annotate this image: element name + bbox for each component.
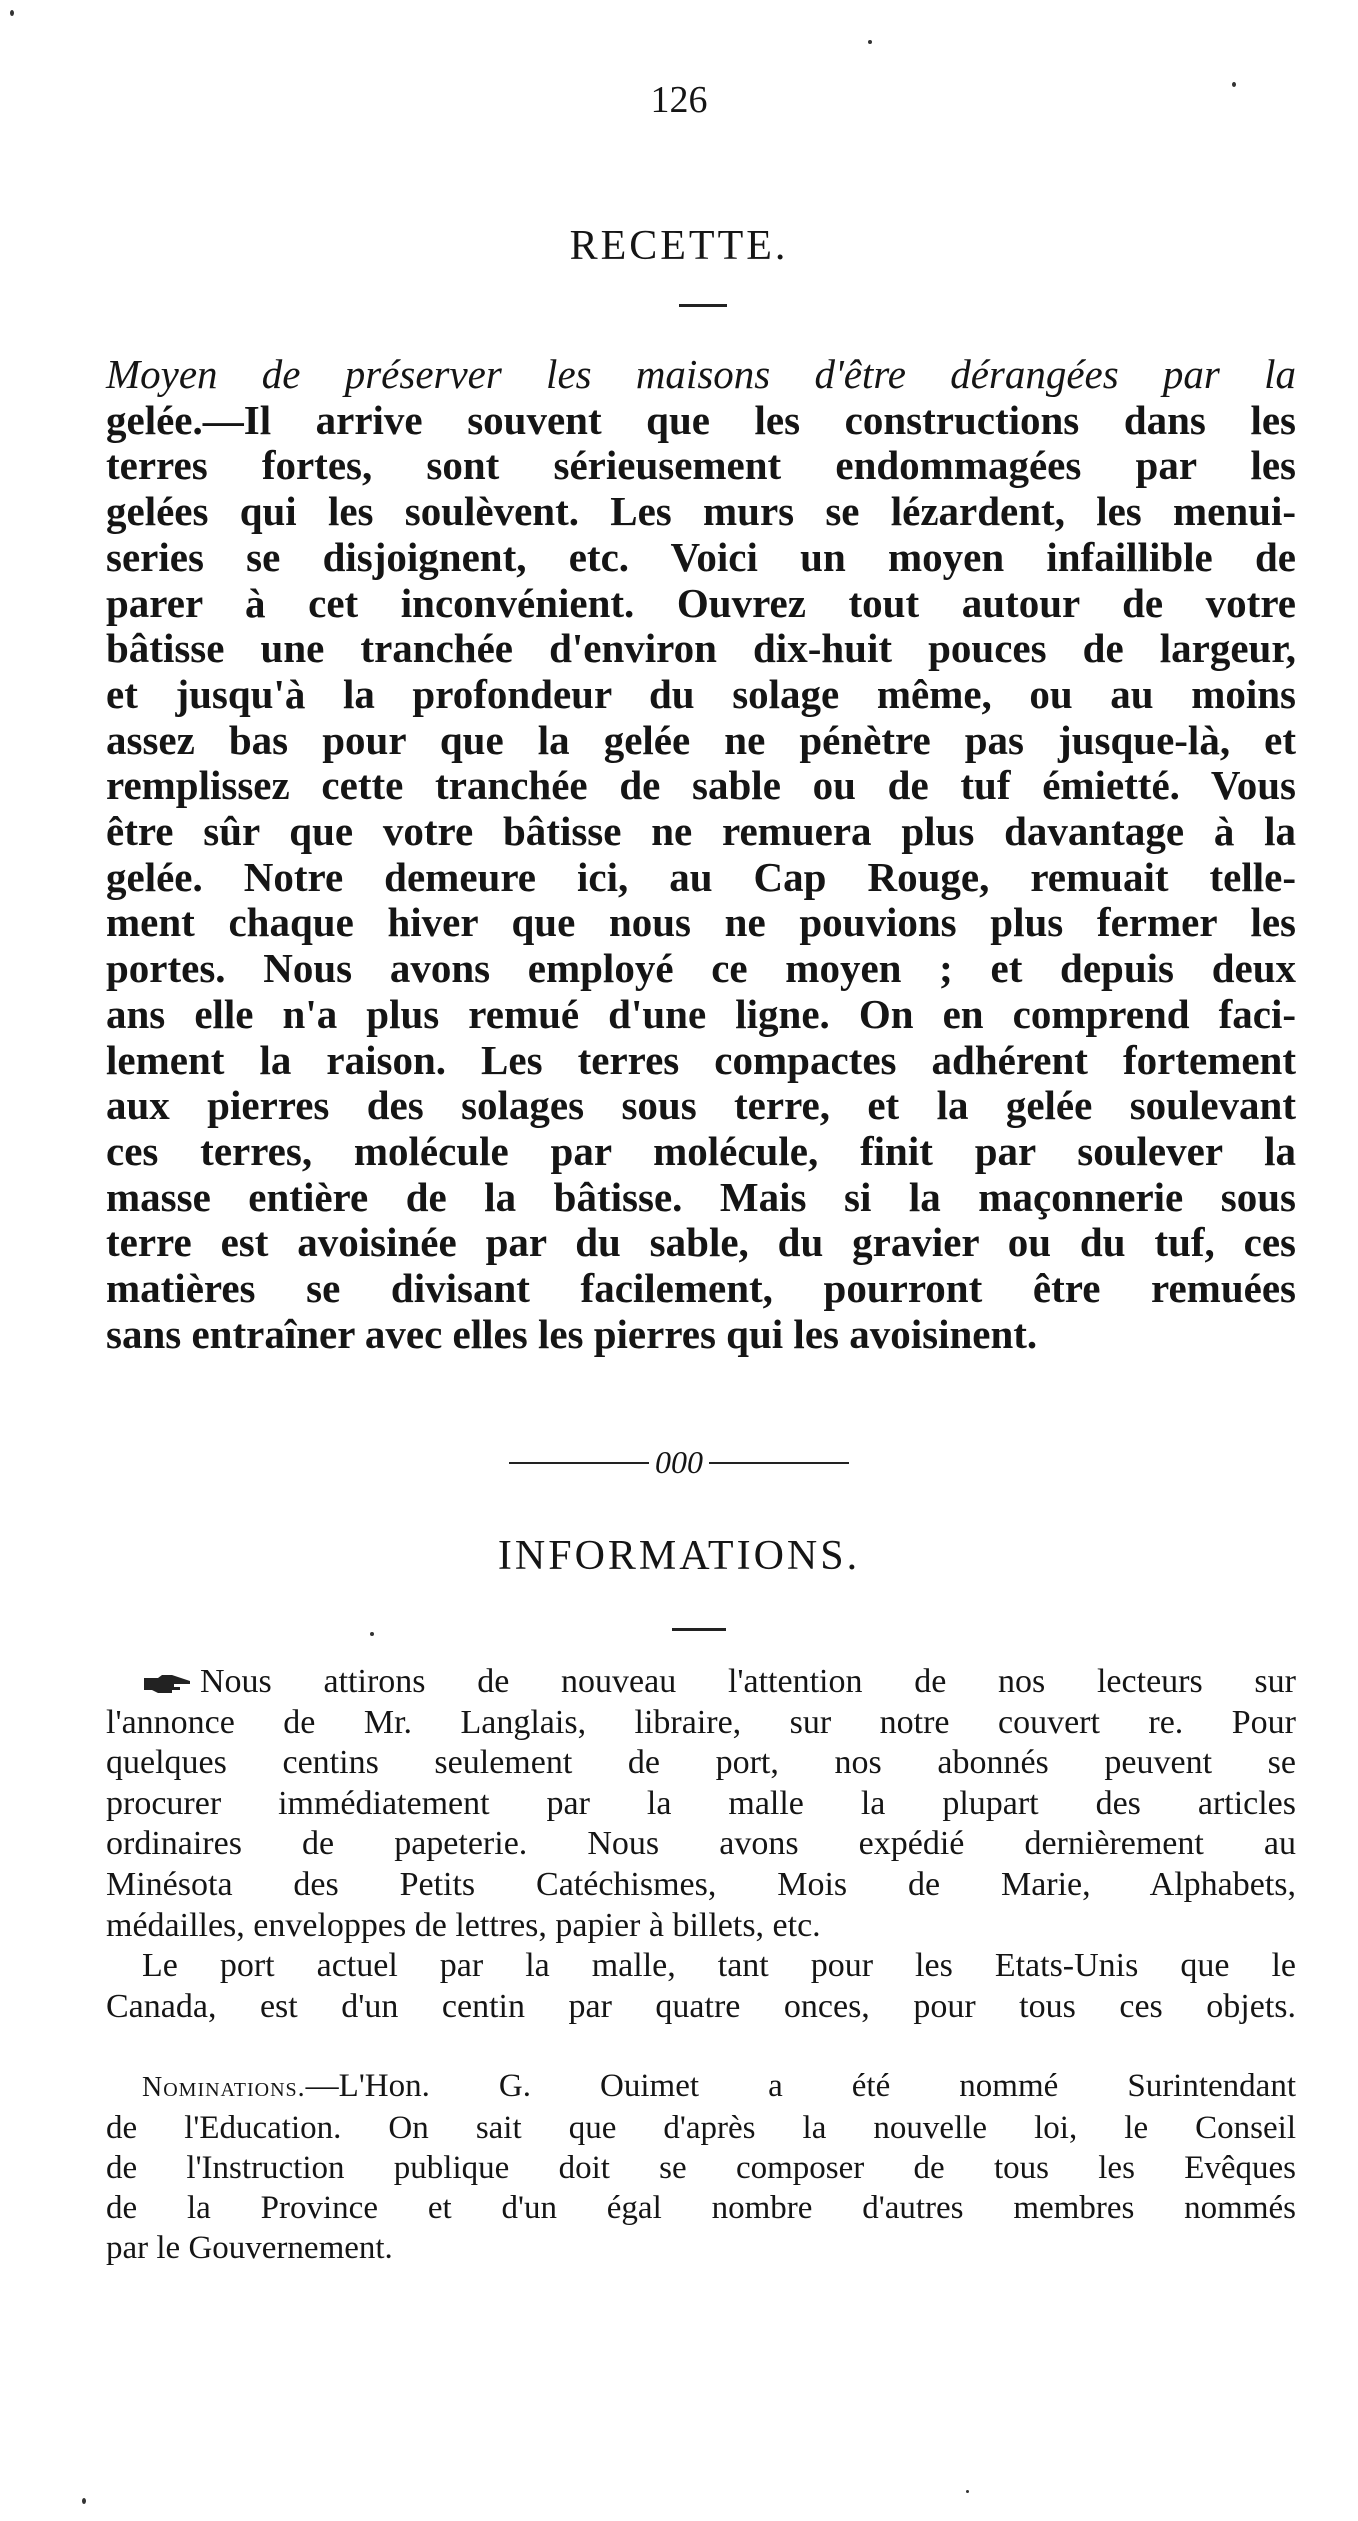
info-line: médailles, enveloppes de lettres, papier à billets, etc.	[106, 1906, 821, 1944]
recipe-line: bâtisse une tranchée d'environ dix-huit pouces de largeur,	[106, 625, 1296, 672]
recipe-line: sans entraîner avec elles les pierres qui les avoisinent.	[106, 1310, 1038, 1357]
nominations-line: par le Gouvernement.	[106, 2230, 393, 2266]
recipe-line: terres fortes, sont sérieusement endommagées par les	[106, 442, 1296, 489]
nominations-line: Nominations.—L'Hon. G. Ouimet a été nommé Surintendant	[142, 2068, 1296, 2104]
recipe-line: matières se divisant facilement, pourront être remuées	[106, 1265, 1296, 1312]
recipe-body	[106, 352, 1296, 1357]
recipe-line: portes. Nous avons employé ce moyen ; et depuis deux	[106, 945, 1296, 992]
recipe-line: gelée.—Il arrive souvent que les constructions dans les	[106, 396, 1296, 443]
recipe-line: et jusqu'à la profondeur du solage même, ou au moins	[106, 670, 1296, 717]
paper-speck	[1232, 82, 1236, 87]
recipe-line: gelées qui les soulèvent. Les murs se lézardent, les menui-	[106, 488, 1296, 535]
recipe-line: masse entière de la bâtisse. Mais si la maçonnerie sous	[106, 1173, 1296, 1220]
info-line: procurer immédiatement par la malle la plupart des articles	[106, 1784, 1296, 1822]
title-rule	[679, 304, 727, 307]
recipe-line: gelée. Notre demeure ici, au Cap Rouge, remuait telle-	[106, 853, 1296, 900]
pointing-hand-icon	[142, 1672, 192, 1696]
info-line: Le port actuel par la malle, tant pour les Etats-Unis que le	[142, 1947, 1296, 1985]
recipe-line: aux pierres des solages sous terre, et la gelée soulevant	[106, 1082, 1296, 1129]
recipe-line: Moyen de préserver les maisons d'être dérangées par la	[106, 351, 1296, 397]
info-line: Minésota des Petits Catéchismes, Mois de Marie, Alphabets,	[106, 1865, 1296, 1903]
recipe-line: ment chaque hiver que nous ne pouvions plus fermer les	[106, 899, 1296, 946]
recipe-line: assez bas pour que la gelée ne pénètre pas jusque-là, et	[106, 716, 1296, 763]
recipe-line: series se disjoignent, etc. Voici un moyen infaillible de	[106, 533, 1296, 580]
divider-mark: 000	[655, 1444, 703, 1480]
title-rule	[672, 1628, 726, 1631]
nominations-line: de l'Education. On sait que d'après la nouvelle loi, le Conseil	[106, 2110, 1296, 2146]
info-line: quelques centins seulement de port, nos abonnés peuvent se	[106, 1744, 1296, 1782]
recipe-line: parer à cet inconvénient. Ouvrez tout autour de votre	[106, 579, 1296, 626]
info-line: ordinaires de papeterie. Nous avons expédié dernièrement au	[106, 1825, 1296, 1863]
nominations-line: de l'Instruction publique doit se composer de tous les Evêques	[106, 2150, 1296, 2186]
divider-line-right	[709, 1462, 849, 1464]
info-line: Canada, est d'un centin par quatre onces, pour tous ces objets.	[106, 1987, 1296, 2025]
info-line: Nous attirons de nouveau l'attention de nos lecteurs sur	[106, 1662, 1296, 1703]
paper-speck	[868, 40, 872, 44]
nominations-line: de la Province et d'un égal nombre d'autres membres nommés	[106, 2190, 1296, 2226]
recipe-line: ans elle n'a plus remué d'une ligne. On en comprend faci-	[106, 990, 1296, 1037]
info-line: l'annonce de Mr. Langlais, libraire, sur notre couvert re. Pour	[106, 1703, 1296, 1741]
paper-speck	[966, 2490, 969, 2493]
section-divider	[0, 1444, 1358, 1481]
divider-line-left	[509, 1462, 649, 1464]
paper-speck	[370, 1632, 374, 1636]
nominations-body	[106, 2066, 1296, 2268]
recipe-line: lement la raison. Les terres compactes adhérent fortement	[106, 1036, 1296, 1083]
recipe-line: ces terres, molécule par molécule, finit par soulever la	[106, 1127, 1296, 1174]
page-number: 126	[650, 79, 708, 121]
recipe-title: RECETTE.	[569, 223, 789, 269]
nominations-label: Nominations.	[142, 2072, 306, 2103]
informations-title: INFORMATIONS.	[497, 1533, 861, 1579]
recipe-line: remplissez cette tranchée de sable ou de tuf émietté. Vous	[106, 762, 1296, 809]
paper-speck	[82, 2498, 86, 2504]
recipe-line: terre est avoisinée par du sable, du gravier ou du tuf, ces	[106, 1219, 1296, 1266]
recipe-line: être sûr que votre bâtisse ne remuera plus davantage à la	[106, 808, 1296, 855]
informations-body	[106, 1662, 1296, 2027]
paper-speck	[10, 10, 14, 16]
